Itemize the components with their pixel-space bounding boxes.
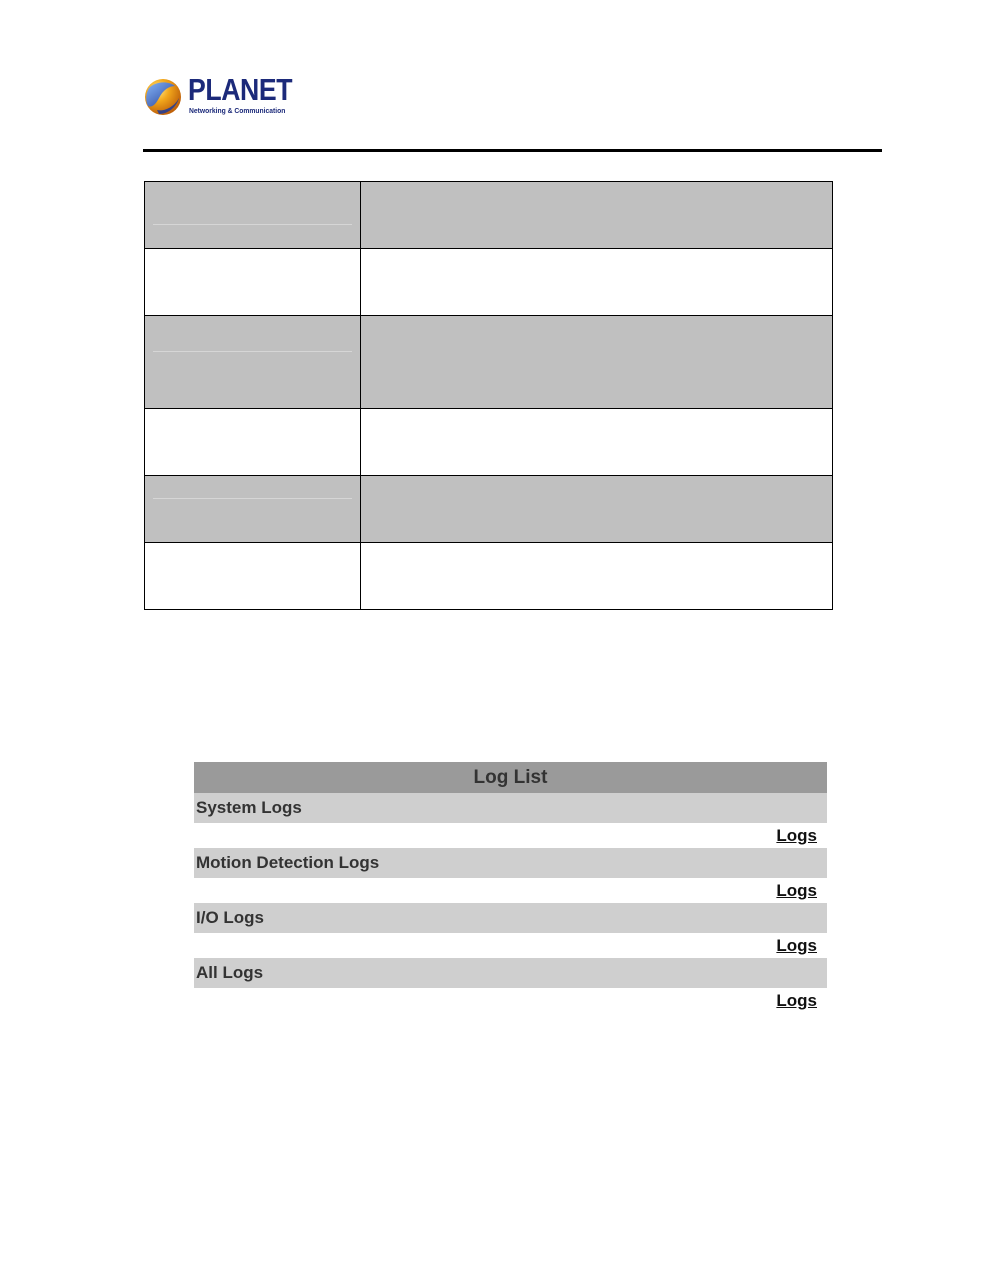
table-row xyxy=(145,543,833,610)
logo-tagline: Networking & Communication xyxy=(189,106,286,115)
table-cell-value xyxy=(361,476,833,543)
table-cell-label xyxy=(145,543,361,610)
log-list-panel xyxy=(194,762,827,1013)
log-link-row xyxy=(194,878,827,903)
table-row xyxy=(145,409,833,476)
table-cell-label xyxy=(145,182,361,249)
table-cell-label xyxy=(145,409,361,476)
table-row xyxy=(145,249,833,316)
table-cell-value xyxy=(361,316,833,409)
log-link-row xyxy=(194,988,827,1013)
table-row xyxy=(145,316,833,409)
log-category-io: I/O Logs xyxy=(194,903,827,933)
globe-icon xyxy=(143,76,187,120)
table-cell-value xyxy=(361,182,833,249)
system-logs-link[interactable]: Logs xyxy=(776,826,817,845)
table-cell-value xyxy=(361,249,833,316)
table-cell-label xyxy=(145,249,361,316)
log-category-system: System Logs xyxy=(194,793,827,823)
cell-divider xyxy=(153,351,352,352)
planet-logo xyxy=(143,74,303,118)
table-cell-value xyxy=(361,409,833,476)
log-link-row xyxy=(194,933,827,958)
log-category-all: All Logs xyxy=(194,958,827,988)
settings-table xyxy=(144,181,833,610)
motion-detection-logs-link[interactable]: Logs xyxy=(776,881,817,900)
logo-wordmark: PLANET xyxy=(188,72,293,107)
table-cell-value xyxy=(361,543,833,610)
table-cell-label xyxy=(145,316,361,409)
log-link-row xyxy=(194,823,827,848)
all-logs-link[interactable]: Logs xyxy=(776,991,817,1010)
header-divider xyxy=(143,149,882,152)
cell-divider xyxy=(153,498,352,499)
cell-divider xyxy=(153,224,352,225)
table-cell-label xyxy=(145,476,361,543)
log-list-title: Log List xyxy=(194,762,827,793)
table-row xyxy=(145,476,833,543)
table-row xyxy=(145,182,833,249)
io-logs-link[interactable]: Logs xyxy=(776,936,817,955)
log-category-motion-detection: Motion Detection Logs xyxy=(194,848,827,878)
